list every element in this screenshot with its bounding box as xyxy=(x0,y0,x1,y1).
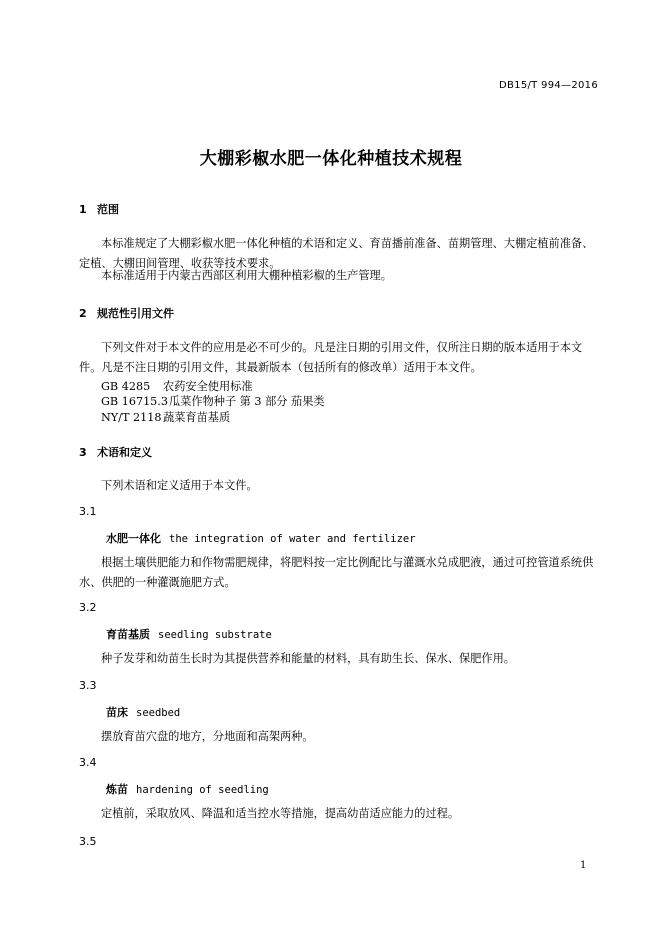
term-number: 3.2 xyxy=(79,601,97,614)
term-definition: 种子发芽和幼苗生长时为其提供营养和能量的材料，具有助生长、保水、保肥作用。 xyxy=(101,652,515,665)
section-title: 术语和定义 xyxy=(97,446,152,459)
document-title: 大棚彩椒水肥一体化种植技术规程 xyxy=(199,149,463,169)
reference-title: 蔬菜育苗基质 xyxy=(163,411,231,424)
reference-item xyxy=(101,378,253,394)
reference-title: 瓜菜作物种子 第 3 部分 茄果类 xyxy=(169,395,325,408)
term-definition: 摆放育苗穴盘的地方，分地面和高架两种。 xyxy=(101,730,314,743)
section-heading-terms xyxy=(79,444,152,460)
scope-paragraph-1: 本标准规定了大棚彩椒水肥一体化种植的术语和定义、育苗播前准备、苗期管理、大棚定植前准备、定植、大棚田间管理、收获等技术要求。 xyxy=(79,237,594,270)
scope-paragraph-2: 本标准适用于内蒙古西部区利用大棚种植彩椒的生产管理。 xyxy=(101,269,392,282)
term-en: seedling substrate xyxy=(158,629,272,641)
section-title: 范围 xyxy=(97,203,119,216)
term-en: the integration of water and fertilizer xyxy=(169,533,416,545)
reference-item xyxy=(101,393,325,409)
section-heading-normative xyxy=(79,305,174,321)
term-number: 3.4 xyxy=(79,756,97,769)
term-zh: 炼苗 xyxy=(106,783,128,796)
section-number: 2 xyxy=(79,307,87,320)
term-definition: 根据土壤供肥能力和作物需肥规律，将肥料按一定比例配比与灌溉水兑成肥液，通过可控管道系统供水、供肥的一种灌溉施肥方式。 xyxy=(79,556,594,589)
section-heading-scope xyxy=(79,201,119,217)
term-number: 3.1 xyxy=(79,505,97,518)
term-number: 3.5 xyxy=(79,835,97,848)
reference-item xyxy=(101,409,230,425)
page-number: 1 xyxy=(580,860,587,871)
term-en: hardening of seedling xyxy=(136,784,269,796)
terms-intro: 下列术语和定义适用于本文件。 xyxy=(101,479,258,492)
term-zh: 育苗基质 xyxy=(106,628,150,641)
term-entry xyxy=(106,781,269,797)
reference-code: GB 4285 xyxy=(101,380,151,393)
reference-title: 农药安全使用标准 xyxy=(163,380,253,393)
term-zh: 苗床 xyxy=(106,706,128,719)
term-definition: 定植前，采取放风、降温和适当控水等措施，提高幼苗适应能力的过程。 xyxy=(101,807,460,820)
section-title: 规范性引用文件 xyxy=(97,307,174,320)
reference-code: GB 16715.3 xyxy=(101,395,168,408)
term-entry xyxy=(106,530,416,546)
term-zh: 水肥一体化 xyxy=(106,532,161,545)
term-entry xyxy=(106,626,272,642)
reference-code: NY/T 2118 xyxy=(101,411,162,424)
section-number: 3 xyxy=(79,446,87,459)
normative-paragraph: 下列文件对于本文件的应用是必不可少的。凡是注日期的引用文件，仅所注日期的版本适用于本文件。凡是不注日期的引用文件，其最新版本（包括所有的修改单）适用于本文件。 xyxy=(79,341,583,374)
document-code: DB15/T 994—2016 xyxy=(499,80,598,91)
term-en: seedbed xyxy=(136,707,181,719)
term-number: 3.3 xyxy=(79,679,97,692)
term-entry xyxy=(106,704,180,720)
section-number: 1 xyxy=(79,203,87,216)
